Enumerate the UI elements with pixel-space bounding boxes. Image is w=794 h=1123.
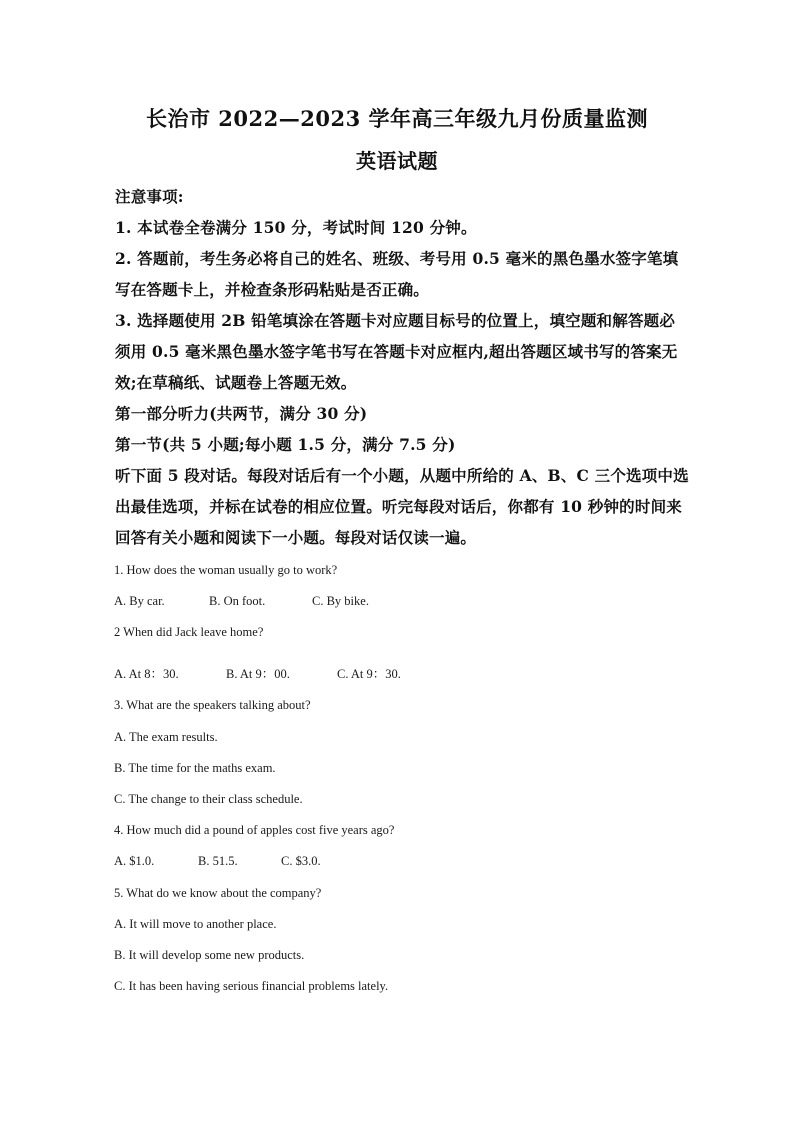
- option-b: B. 51.5.: [198, 854, 238, 868]
- option-c: C. At 9：30.: [337, 667, 401, 681]
- question-stem: 2 When did Jack leave home?: [114, 625, 264, 639]
- question-stem: 3. What are the speakers talking about?: [114, 698, 311, 712]
- section-subsection-heading: 第一节(共 5 小题;每小题 1.5 分，满分 7.5 分): [115, 435, 456, 454]
- option-b: B. On foot.: [209, 594, 266, 608]
- notice-heading: 注意事项:: [115, 187, 184, 206]
- option-a: A. It will move to another place.: [114, 917, 277, 931]
- option-c: C. $3.0.: [281, 854, 321, 868]
- section-part-heading: 第一部分听力(共两节，满分 30 分): [115, 404, 368, 423]
- section-instruction: 出最佳选项，并标在试卷的相应位置。听完每段对话后，你都有 10 秒钟的时间来: [115, 497, 682, 516]
- option-a: A. By car.: [114, 594, 165, 608]
- notice-line: 1. 本试卷全卷满分 150 分，考试时间 120 分钟。: [115, 218, 477, 237]
- question-stem: 4. How much did a pound of apples cost five years ago?: [114, 823, 395, 837]
- page-title: 长治市 2022—2023 学年高三年级九月份质量监测: [145, 106, 648, 131]
- notice-line: 写在答题卡上，并检查条形码粘贴是否正确。: [115, 280, 430, 299]
- section-instruction: 听下面 5 段对话。每段对话后有一个小题，从题中所给的 A、B、C 三个选项中选: [115, 466, 689, 485]
- question-stem: 1. How does the woman usually go to work?: [114, 563, 338, 577]
- option-a: A. $1.0.: [114, 854, 155, 868]
- question-stem: 5. What do we know about the company?: [114, 886, 322, 900]
- page-subtitle: 英语试题: [356, 149, 438, 173]
- notice-line: 效;在草稿纸、试题卷上答题无效。: [115, 373, 357, 392]
- option-c: C. By bike.: [312, 594, 369, 608]
- option-b: B. It will develop some new products.: [114, 948, 305, 962]
- option-a: A. The exam results.: [114, 730, 218, 744]
- option-b: B. The time for the maths exam.: [114, 761, 276, 775]
- notice-line: 2. 答题前，考生务必将自己的姓名、班级、考号用 0.5 毫米的黑色墨水签字笔填: [115, 249, 679, 268]
- notice-line: 须用 0.5 毫米黑色墨水签字笔书写在答题卡对应框内,超出答题区域书写的答案无: [115, 342, 678, 361]
- option-c: C. The change to their class schedule.: [114, 792, 303, 806]
- notice-line: 3. 选择题使用 2B 铅笔填涂在答题卡对应题目标号的位置上，填空题和解答题必: [115, 311, 676, 330]
- option-b: B. At 9：00.: [226, 667, 290, 681]
- option-a: A. At 8：30.: [114, 667, 179, 681]
- option-c: C. It has been having serious financial problems lately.: [114, 979, 389, 993]
- section-instruction: 回答有关小题和阅读下一小题。每段对话仅读一遍。: [115, 528, 477, 547]
